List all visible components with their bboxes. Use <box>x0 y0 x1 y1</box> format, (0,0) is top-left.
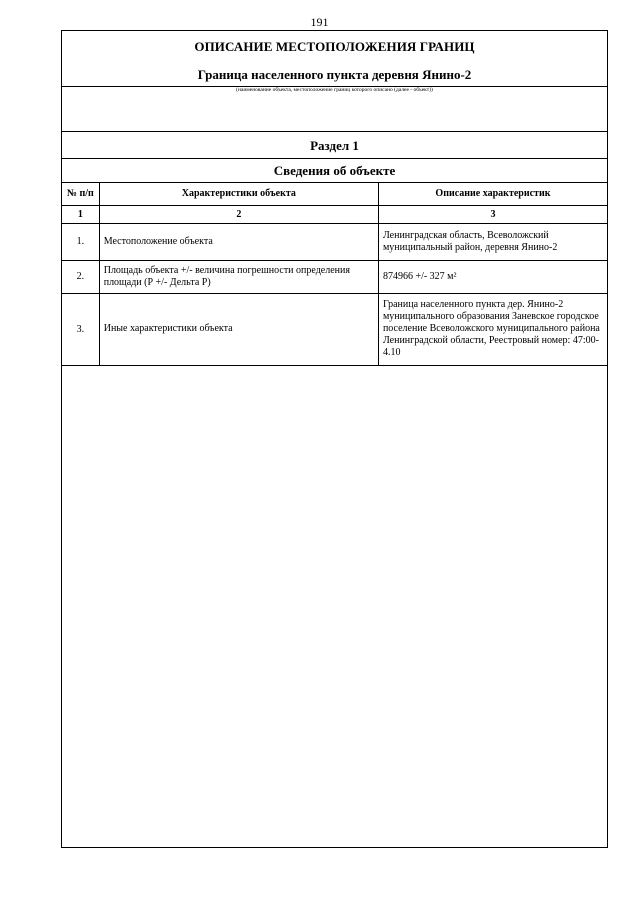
page-number: 191 <box>310 15 329 29</box>
title-block <box>62 31 607 86</box>
column-number: 1 <box>62 205 99 223</box>
section-title: Раздел 1 <box>310 138 359 153</box>
table-header-row <box>62 183 607 205</box>
subsection-block <box>62 159 607 183</box>
row-characteristic: Площадь объекта +/- величина погрешности определения площади (Р +/- Дельта Р) <box>99 260 378 293</box>
table-row <box>62 260 607 293</box>
object-name: Граница населенного пункта деревня Янино-2 <box>197 67 472 82</box>
row-number: 3. <box>62 293 99 365</box>
column-number: 3 <box>378 205 607 223</box>
object-note-block <box>62 86 607 132</box>
column-number: 2 <box>99 205 378 223</box>
document-frame <box>61 30 608 848</box>
row-description: Граница населенного пункта дер. Янино-2 муниципального образования Заневское городское поселение Всеволожского муниципального района Ленинградской области, Реестровый номер: 47:00-4.10 <box>378 293 607 365</box>
table-row <box>62 293 607 365</box>
header-description: Описание характеристик <box>378 183 607 205</box>
table-row <box>62 223 607 260</box>
column-number-row <box>62 205 607 223</box>
row-description: Ленинградская область, Всеволожский муниципальный район, деревня Янино-2 <box>378 223 607 260</box>
header-num: № п/п <box>62 183 99 205</box>
document-title: ОПИСАНИЕ МЕСТОПОЛОЖЕНИЯ ГРАНИЦ <box>194 39 475 54</box>
row-number: 2. <box>62 260 99 293</box>
row-number: 1. <box>62 223 99 260</box>
subsection-title: Сведения об объекте <box>273 163 396 178</box>
section-block <box>62 132 607 159</box>
header-characteristic: Характеристики объекта <box>99 183 378 205</box>
row-characteristic: Местоположение объекта <box>99 223 378 260</box>
object-info-table <box>62 183 607 366</box>
object-note: (наименование объекта, местоположение границ которого описано (далее - объект)) <box>236 87 433 93</box>
row-description: 874966 +/- 327 м² <box>378 260 607 293</box>
row-characteristic: Иные характеристики объекта <box>99 293 378 365</box>
